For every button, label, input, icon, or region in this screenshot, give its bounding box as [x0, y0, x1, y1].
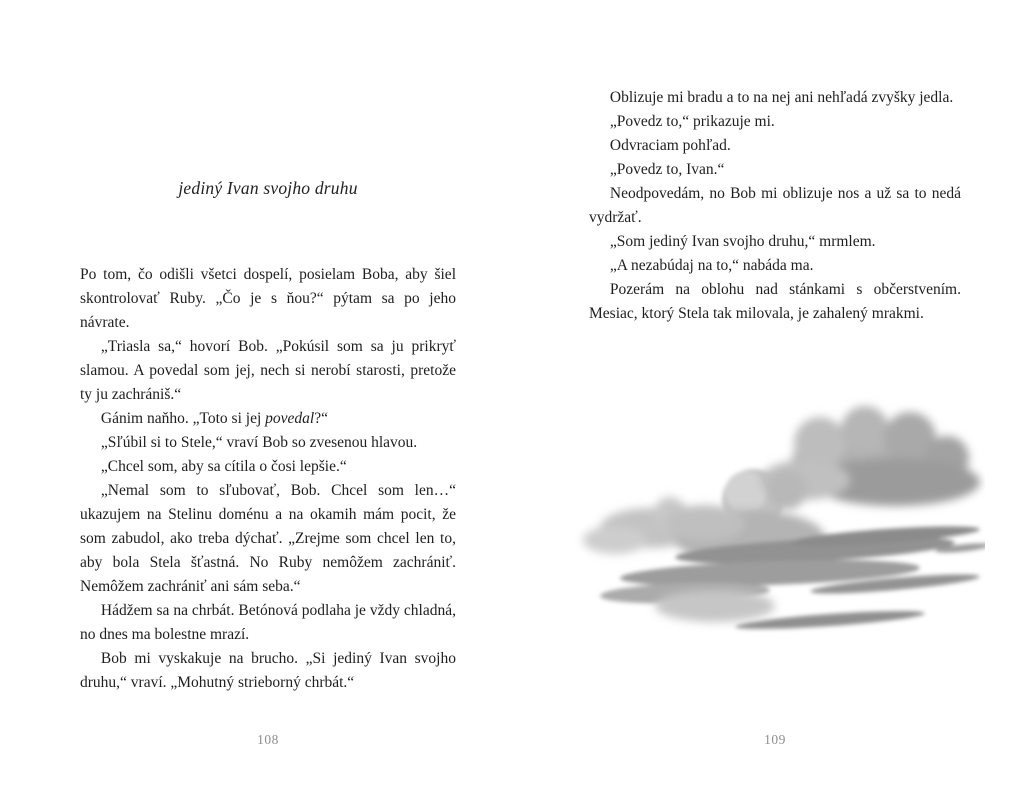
- page-number-left: 108: [257, 732, 279, 747]
- paragraph: „Povedz to, Ivan.“: [609, 161, 725, 178]
- paragraph: „A nezabúdaj na to,“ nabáda ma.: [609, 257, 814, 274]
- paragraph: Bob mi vyskakuje na brucho. „Si jediný Ivan svojho druhu,“ vraví. „Mohutný strieborný chrbát.“: [80, 650, 456, 691]
- left-body-text: [80, 263, 456, 695]
- paragraph: „Sľúbil si to Stele,“ vraví Bob so zvesenou hlavou.: [100, 434, 418, 451]
- paragraph: „Chcel som, aby sa cítila o čosi lepšie.“: [100, 458, 347, 475]
- paragraph: Po tom, čo odišli všetci dospelí, posielam Boba, aby šiel skontrolovať Ruby. „Čo je s ňou?“ pýtam sa po jeho návrate.: [80, 266, 456, 331]
- clouds-moon-illustration: [565, 388, 985, 654]
- emphasized-word: povedal: [265, 410, 315, 427]
- paragraph: Pozerám na oblohu nad stánkami s občerstvením. Mesiac, ktorý Stela tak milovala, je zahalený mrakmi.: [589, 281, 961, 322]
- page-number-right: 109: [764, 732, 786, 747]
- paragraph: [80, 407, 456, 431]
- paragraph: Odvraciam pohľad.: [609, 137, 731, 154]
- paragraph: Neodpovedám, no Bob mi oblizuje nos a už sa to nedá vydržať.: [589, 185, 961, 226]
- paragraph-text: ?“: [314, 410, 328, 427]
- paragraph-text: Gánim naňho. „Toto si jej: [100, 410, 266, 427]
- paragraph: „Povedz to,“ prikazuje mi.: [609, 113, 775, 130]
- paragraph: „Som jediný Ivan svojho druhu,“ mrmlem.: [609, 233, 876, 250]
- page-left: [80, 0, 456, 800]
- paragraph: „Nemal som to sľubovať, Bob. Chcel som len…“ ukazujem na Stelinu doménu a na okamih mám pocit, že som zabudol, ako treba dýchať. „Zrejme som chcel len to, aby bola Stela šťastná. No Ruby nemôžem zachrániť. Nemôžem zachrániť ani sám seba.“: [80, 482, 456, 595]
- clouds-moon-svg: [565, 388, 985, 654]
- chapter-title: jediný Ivan svojho druhu: [178, 178, 358, 198]
- paragraph: Hádžem sa na chrbát. Betónová podlaha je vždy chladná, no dnes ma bolestne mrazí.: [80, 602, 456, 643]
- paragraph: Oblizuje mi bradu a to na nej ani nehľadá zvyšky jedla.: [609, 89, 954, 106]
- right-body-text: [589, 86, 961, 326]
- cloud-cluster-upper-right: [760, 406, 980, 510]
- cloud-bottom-light: [655, 590, 775, 622]
- paragraph: „Triasla sa,“ hovorí Bob. „Pokúsil som sa ju prikryť slamou. A povedal som jej, nech si nerobí starosti, pretože ty ju zachrániš.“: [80, 338, 456, 403]
